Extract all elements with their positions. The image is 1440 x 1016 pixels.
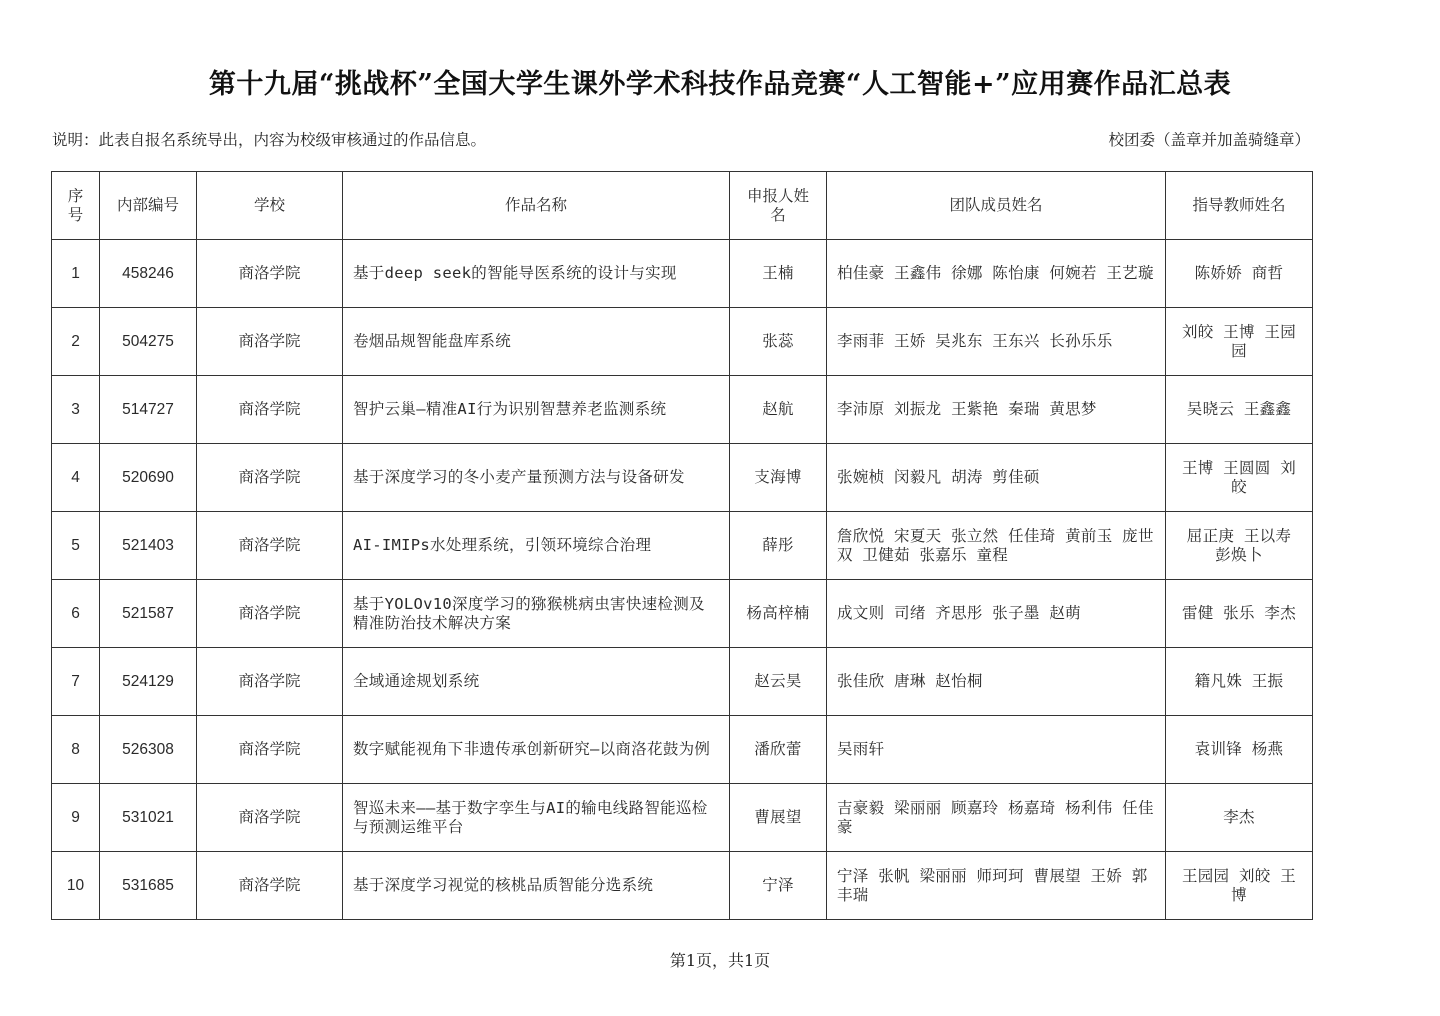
cell-project: 数字赋能视角下非遗传承创新研究—以商洛花鼓为例 <box>343 716 730 784</box>
table-note: 说明：此表自报名系统导出，内容为校级审核通过的作品信息。 <box>52 131 487 149</box>
table-row <box>52 784 1313 852</box>
cell-project: 智巡未来——基于数字孪生与AI的输电线路智能巡检与预测运维平台 <box>343 784 730 852</box>
cell-school: 商洛学院 <box>197 308 343 376</box>
cell-id: 521403 <box>100 512 197 580</box>
page-footer: 第1页，共1页 <box>669 951 771 970</box>
cell-applicant: 曹展望 <box>730 784 827 852</box>
cell-members: 张婉桢 闵毅凡 胡涛 剪佳硕 <box>827 444 1166 512</box>
table-row <box>52 580 1313 648</box>
cell-school: 商洛学院 <box>197 784 343 852</box>
cell-advisors: 王博 王圆圆 刘皎 <box>1166 444 1313 512</box>
cell-advisors: 雷健 张乐 李杰 <box>1166 580 1313 648</box>
table-row <box>52 376 1313 444</box>
cell-project: 基于深度学习的冬小麦产量预测方法与设备研发 <box>343 444 730 512</box>
cell-no: 10 <box>52 852 100 920</box>
header-applicant: 申报人姓名 <box>730 172 827 240</box>
cell-school: 商洛学院 <box>197 580 343 648</box>
cell-no: 7 <box>52 648 100 716</box>
cell-project: 基于YOLOv10深度学习的猕猴桃病虫害快速检测及精准防治技术解决方案 <box>343 580 730 648</box>
table-header-row <box>52 172 1313 240</box>
cell-school: 商洛学院 <box>197 444 343 512</box>
cell-members: 张佳欣 唐琳 赵怡桐 <box>827 648 1166 716</box>
table-row <box>52 648 1313 716</box>
cell-no: 3 <box>52 376 100 444</box>
summary-table <box>51 171 1313 920</box>
cell-id: 531021 <box>100 784 197 852</box>
cell-project: AI-IMIPs水处理系统，引领环境综合治理 <box>343 512 730 580</box>
table-row <box>52 444 1313 512</box>
cell-no: 1 <box>52 240 100 308</box>
cell-members: 柏佳豪 王鑫伟 徐娜 陈怡康 何婉若 王艺璇 <box>827 240 1166 308</box>
cell-applicant: 杨高梓楠 <box>730 580 827 648</box>
cell-members: 成文则 司绪 齐思彤 张子墨 赵萌 <box>827 580 1166 648</box>
cell-no: 8 <box>52 716 100 784</box>
cell-applicant: 薛彤 <box>730 512 827 580</box>
cell-id: 514727 <box>100 376 197 444</box>
cell-advisors: 吴晓云 王鑫鑫 <box>1166 376 1313 444</box>
header-school: 学校 <box>197 172 343 240</box>
cell-applicant: 宁泽 <box>730 852 827 920</box>
cell-school: 商洛学院 <box>197 512 343 580</box>
cell-members: 吉豪毅 梁丽丽 顾嘉玲 杨嘉琦 杨利伟 任佳豪 <box>827 784 1166 852</box>
header-id: 内部编号 <box>100 172 197 240</box>
cell-members: 宁泽 张帆 梁丽丽 师珂珂 曹展望 王娇 郭丰瑞 <box>827 852 1166 920</box>
table-row <box>52 852 1313 920</box>
cell-advisors: 籍凡姝 王振 <box>1166 648 1313 716</box>
cell-id: 526308 <box>100 716 197 784</box>
cell-advisors: 屈正庚 王以寿 彭焕卜 <box>1166 512 1313 580</box>
cell-school: 商洛学院 <box>197 716 343 784</box>
cell-no: 9 <box>52 784 100 852</box>
cell-no: 6 <box>52 580 100 648</box>
cell-project: 全域通途规划系统 <box>343 648 730 716</box>
cell-no: 5 <box>52 512 100 580</box>
cell-id: 524129 <box>100 648 197 716</box>
cell-advisors: 王园园 刘皎 王博 <box>1166 852 1313 920</box>
cell-applicant: 赵云昊 <box>730 648 827 716</box>
cell-members: 詹欣悦 宋夏天 张立然 任佳琦 黄前玉 庞世双 卫健茹 张嘉乐 童程 <box>827 512 1166 580</box>
cell-school: 商洛学院 <box>197 852 343 920</box>
cell-advisors: 陈娇娇 商哲 <box>1166 240 1313 308</box>
stamp-note: 校团委（盖章并加盖骑缝章） <box>1108 131 1310 149</box>
cell-project: 基于deep seek的智能导医系统的设计与实现 <box>343 240 730 308</box>
cell-no: 4 <box>52 444 100 512</box>
cell-advisors: 袁训锋 杨燕 <box>1166 716 1313 784</box>
cell-applicant: 支海博 <box>730 444 827 512</box>
cell-id: 458246 <box>100 240 197 308</box>
table-row <box>52 716 1313 784</box>
cell-no: 2 <box>52 308 100 376</box>
table-row <box>52 308 1313 376</box>
cell-id: 531685 <box>100 852 197 920</box>
cell-school: 商洛学院 <box>197 240 343 308</box>
cell-members: 吴雨轩 <box>827 716 1166 784</box>
cell-id: 521587 <box>100 580 197 648</box>
cell-id: 504275 <box>100 308 197 376</box>
cell-applicant: 潘欣蕾 <box>730 716 827 784</box>
table-row <box>52 512 1313 580</box>
header-members: 团队成员姓名 <box>827 172 1166 240</box>
cell-project: 智护云巢—精准AI行为识别智慧养老监测系统 <box>343 376 730 444</box>
page-title: 第十九届“挑战杯”全国大学生课外学术科技作品竞赛“人工智能+”应用赛作品汇总表 <box>208 69 1232 100</box>
cell-applicant: 王楠 <box>730 240 827 308</box>
cell-applicant: 张蕊 <box>730 308 827 376</box>
header-project: 作品名称 <box>343 172 730 240</box>
header-no: 序号 <box>52 172 100 240</box>
cell-advisors: 刘皎 王博 王园园 <box>1166 308 1313 376</box>
cell-applicant: 赵航 <box>730 376 827 444</box>
cell-advisors: 李杰 <box>1166 784 1313 852</box>
cell-school: 商洛学院 <box>197 376 343 444</box>
cell-project: 基于深度学习视觉的核桃品质智能分选系统 <box>343 852 730 920</box>
table-row <box>52 240 1313 308</box>
cell-members: 李沛原 刘振龙 王紫艳 秦瑞 黄思梦 <box>827 376 1166 444</box>
cell-id: 520690 <box>100 444 197 512</box>
header-advisors: 指导教师姓名 <box>1166 172 1313 240</box>
cell-project: 卷烟品规智能盘库系统 <box>343 308 730 376</box>
cell-school: 商洛学院 <box>197 648 343 716</box>
cell-members: 李雨菲 王娇 吴兆东 王东兴 长孙乐乐 <box>827 308 1166 376</box>
